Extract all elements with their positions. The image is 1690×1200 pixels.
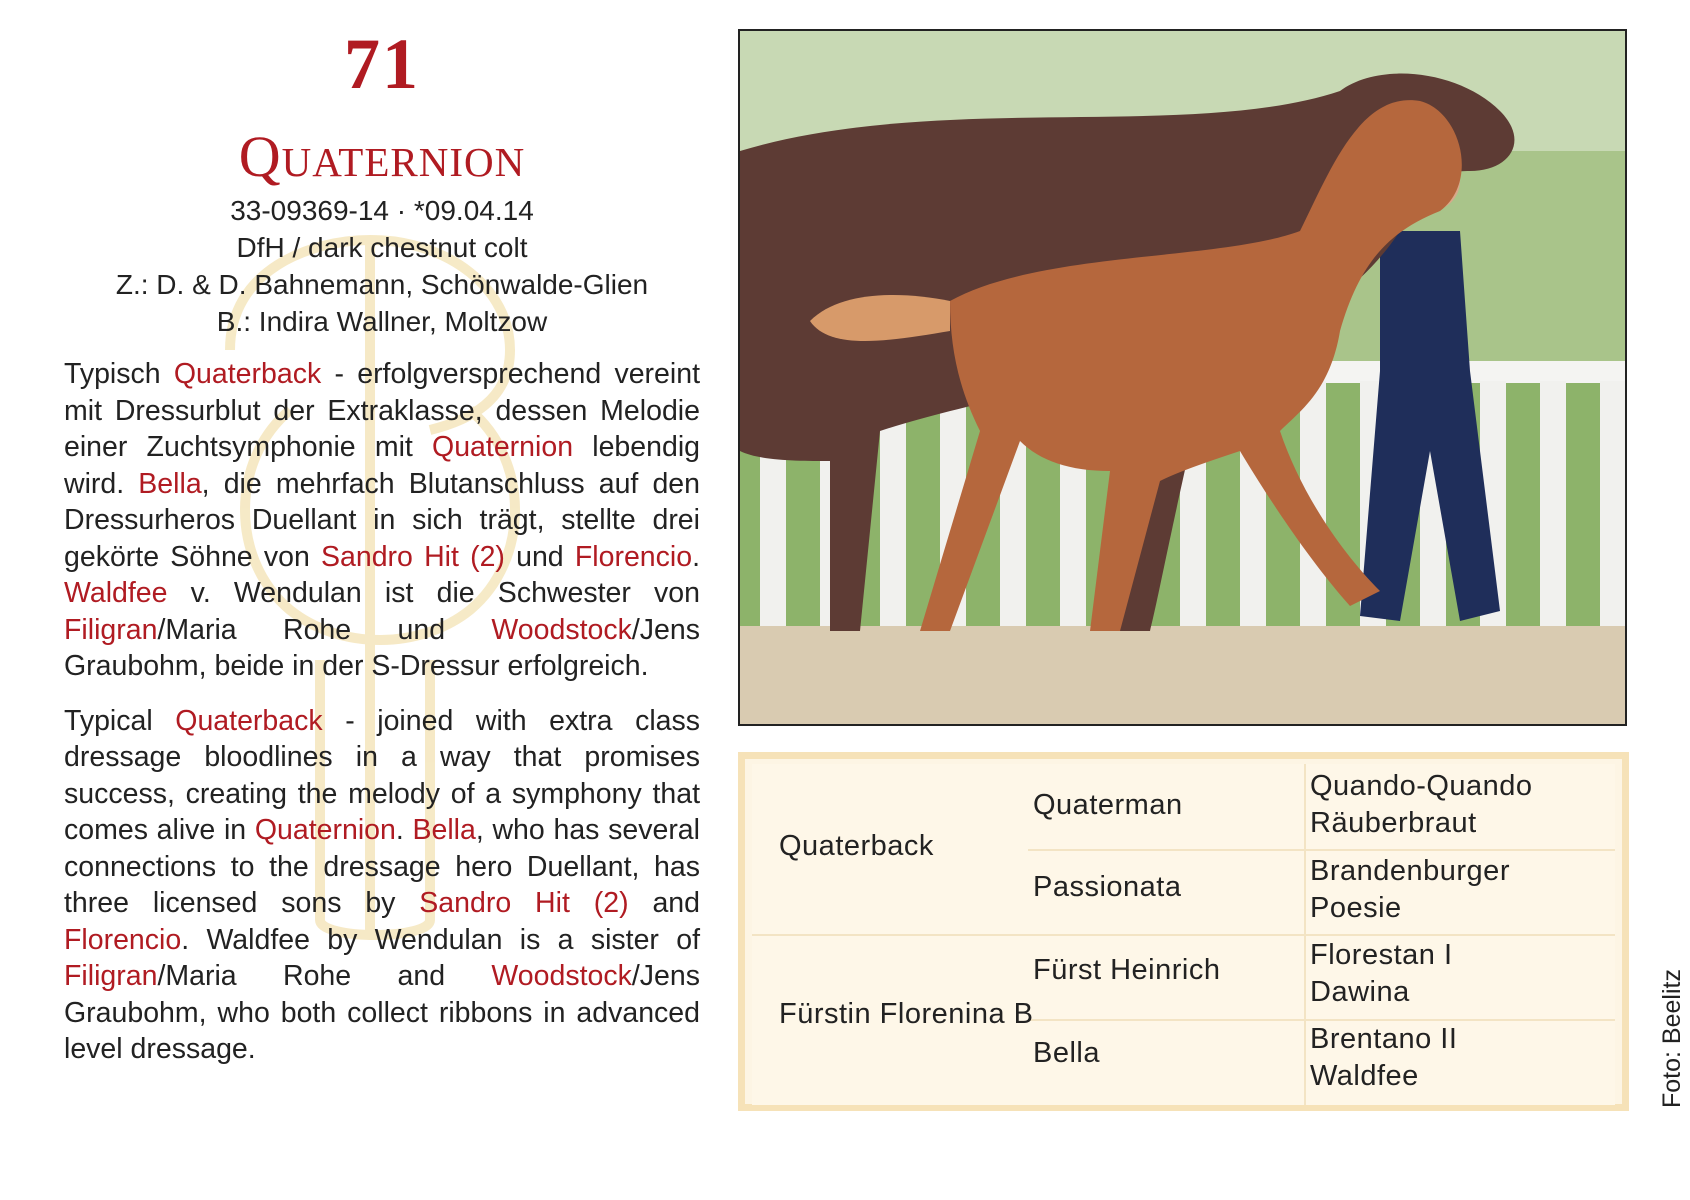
info-column [64, 20, 700, 1068]
highlighted-name: Sandro Hit (2) [419, 887, 629, 919]
pedigree-sire-dam: Passionata [1033, 871, 1182, 903]
text-segment: - joined with extra class dressage bloodlines in a way that promises success, creating the melody of a symphony that comes alive in [64, 704, 701, 846]
pedigree-g3-1a: Quando-Quando [1310, 770, 1533, 802]
text-segment: /Jens Graubohm, who both collect ribbons in advanced level dressage. [64, 960, 700, 1065]
highlighted-name: Quaterback [175, 704, 323, 737]
pedigree-g3-3a: Florestan I [1310, 939, 1453, 971]
horse-photo [738, 29, 1627, 726]
pedigree-g3-4a: Brentano II [1310, 1023, 1458, 1055]
text-segment: . Waldfee by Wendulan is a sister of [181, 923, 700, 956]
horse-name: Quaternion [238, 124, 526, 189]
pedigree-g3-2a: Brandenburger [1310, 855, 1510, 887]
text-segment: Typisch [64, 358, 174, 390]
highlighted-name: Filigran [64, 960, 158, 992]
text-segment: /Maria Rohe und [157, 613, 492, 646]
pedigree-dam-dam: Bella [1033, 1037, 1100, 1069]
highlighted-name: Florencio [64, 923, 182, 956]
text-segment: . [692, 540, 700, 573]
highlighted-name: Florencio [574, 540, 693, 573]
pedigree-dam-sire: Fürst Heinrich [1033, 954, 1221, 986]
highlighted-name: Quaternion [432, 431, 574, 463]
pedigree-table [738, 752, 1629, 1111]
text-segment: . [395, 814, 413, 846]
text-segment: und [504, 540, 575, 573]
pedigree-g3-1b: Räuberbraut [1310, 807, 1477, 839]
registration-line: 33-09369-14 · *09.04.14 [230, 195, 534, 226]
pedigree-g3-3b: Dawina [1310, 976, 1410, 1008]
highlighted-name: Sandro Hit (2) [320, 540, 505, 573]
photo-illustration [740, 31, 1625, 724]
pedigree-g3-2b: Poesie [1310, 892, 1402, 924]
description-german [64, 356, 700, 685]
pedigree-divider [1304, 764, 1306, 1105]
text-segment: v. Wendulan ist die Schwester von [167, 577, 700, 609]
text-segment: Typical [64, 704, 176, 737]
text-segment: , who has several connections to the dressage hero Duellant, has three licensed sons by [64, 814, 700, 919]
photo-credit: Foto: Beelitz [1658, 969, 1686, 1108]
text-segment: , die mehrfach Blutanschluss auf den Dressurheros Duellant in sich trägt, stellte drei gekörte Söhne von [64, 467, 701, 573]
highlighted-name: Woodstock [491, 613, 632, 646]
pedigree-divider [1028, 1019, 1615, 1021]
text-segment: /Maria Rohe and [157, 960, 492, 992]
pedigree-sire-sire: Quaterman [1033, 789, 1183, 821]
pedigree-divider [1028, 849, 1615, 851]
pedigree-divider [752, 934, 1615, 936]
horse-meta [64, 192, 700, 340]
pedigree-dam: Fürstin Florenina B [779, 998, 1034, 1030]
owner-line: B.: Indira Wallner, Moltzow [216, 306, 548, 337]
highlighted-name: Bella [138, 467, 202, 500]
lot-number: 71 [344, 24, 420, 104]
highlighted-name: Woodstock [491, 960, 632, 992]
highlighted-name: Quaterback [173, 358, 322, 390]
highlighted-name: Waldfee [64, 577, 168, 609]
description-english [64, 703, 700, 1068]
text-segment: - erfolgversprechend vereint mit Dressurblut der Extraklasse, dessen Melodie einer Zuchtsymphonie mit [64, 358, 700, 463]
pedigree-g3-4b: Waldfee [1310, 1060, 1419, 1092]
text-segment: lebendig wird. [64, 431, 700, 500]
highlighted-name: Quaternion [254, 814, 396, 846]
highlighted-name: Filigran [64, 613, 158, 646]
breeder-line: Z.: D. & D. Bahnemann, Schönwalde-Glien [115, 269, 649, 300]
highlighted-name: Bella [412, 814, 476, 846]
text-segment: and [628, 887, 700, 919]
description-line: DfH / dark chestnut colt [236, 232, 528, 263]
pedigree-grid [752, 764, 1615, 1105]
text-segment: /Jens Graubohm, beide in der S-Dressur erfolgreich. [64, 613, 700, 682]
pedigree-sire: Quaterback [779, 830, 934, 862]
